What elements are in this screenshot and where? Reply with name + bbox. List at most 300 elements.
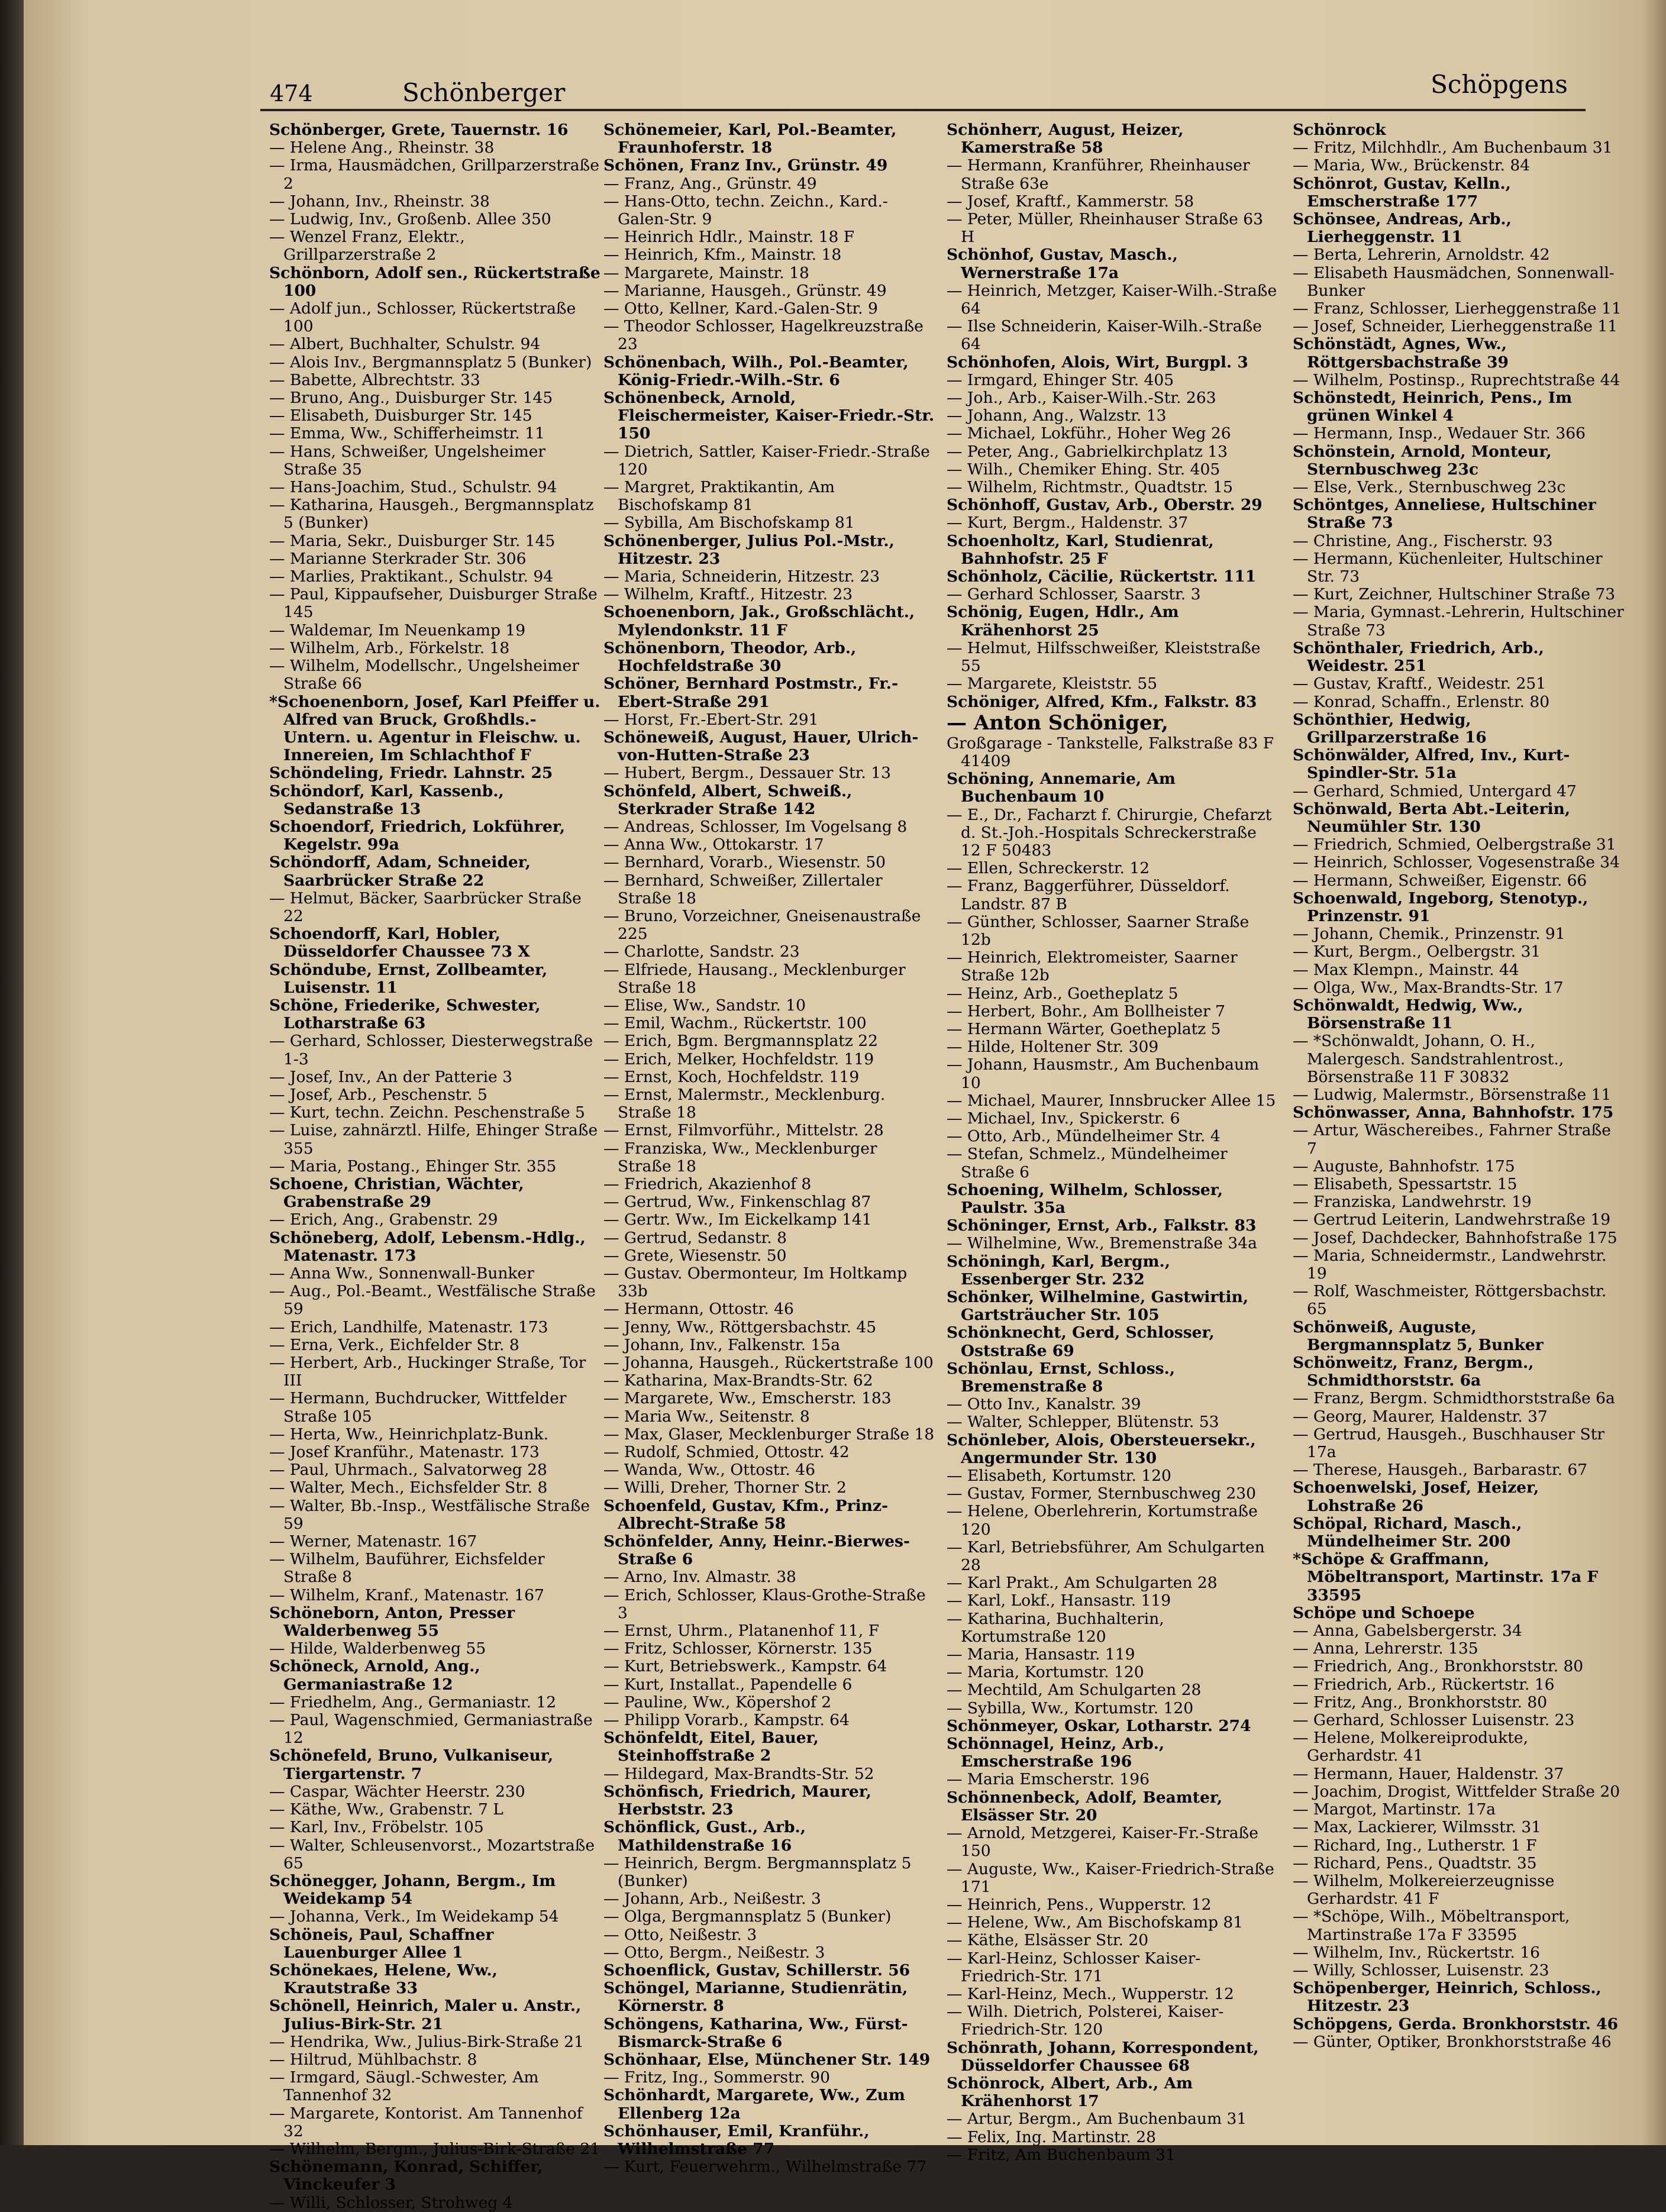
directory-entry: Schöpenberger, Heinrich, Schloss., Hitzestr. 23 <box>1293 1979 1602 2016</box>
directory-entry: — Wilhelm, Postinsp., Ruprechtstraße 44 <box>1293 370 1620 389</box>
directory-entry: — Hermann, Schweißer, Eigenstr. 66 <box>1293 871 1587 890</box>
directory-entry: — Helmut, Hilfsschweißer, Kleiststraße 55 <box>947 638 1261 676</box>
directory-entry: Schönholz, Cäcilie, Rückertstr. 111 <box>947 567 1257 586</box>
directory-entry: — Fritz, Ang., Bronkhorststr. 80 <box>1293 1693 1548 1712</box>
directory-entry: Schönekaes, Helene, Ww., Krautstraße 33 <box>269 1961 498 1998</box>
directory-entry: — Elisabeth, Duisburger Str. 145 <box>269 406 532 425</box>
directory-entry: Schönhauser, Emil, Kranführ., Wilhelmstraße 77 <box>603 2121 870 2158</box>
directory-entry: — Ernst, Koch, Hochfeldstr. 119 <box>603 1067 860 1086</box>
directory-entry: — Wilhelm, Bauführer, Eichsfelder Straße 8 <box>269 1550 545 1587</box>
directory-entry: — Hiltrud, Mühlbachstr. 8 <box>269 2050 477 2069</box>
directory-entry: — Charlotte, Sandstr. 23 <box>603 942 800 961</box>
directory-entry: — Erich, Landhilfe, Matenastr. 173 <box>269 1317 548 1336</box>
directory-entry: — Mechtild, Am Schulgarten 28 <box>947 1681 1202 1700</box>
directory-entry: — Horst, Fr.-Ebert-Str. 291 <box>603 710 819 729</box>
directory-entry: — Ellen, Schreckerstr. 12 <box>947 859 1150 878</box>
directory-entry: Schöntges, Anneliese, Hultschiner Straße 73 <box>1293 496 1596 532</box>
directory-entry: — Hans, Schweißer, Ungelsheimer Straße 35 <box>269 442 546 479</box>
directory-entry: — Josef, Kraftf., Kammerstr. 58 <box>947 192 1194 211</box>
column-4 <box>1293 121 1624 2127</box>
directory-entry: Schoening, Wilhelm, Schlosser, Paulstr. 35a <box>947 1180 1223 1217</box>
directory-entry: — Walter, Bb.-Insp., Westfälische Straße 59 <box>269 1496 590 1533</box>
directory-entry: — Theodor Schlosser, Hagelkreuzstraße 23 <box>603 317 924 354</box>
directory-entry: — Max, Lackierer, Wilmsstr. 31 <box>1293 1818 1542 1837</box>
directory-entry: — Peter, Müller, Rheinhauser Straße 63 H <box>947 210 1263 247</box>
directory-entry: Schönweitz, Franz, Bergm., Schmidthorststr. 6a <box>1293 1354 1534 1390</box>
directory-entry: — Fritz, Schlosser, Körnerstr. 135 <box>603 1639 873 1658</box>
directory-entry: — *Schöpe, Wilh., Möbeltransport, Martinstraße 17a F 33595 <box>1293 1907 1570 1944</box>
directory-entry: — Hermann, Insp., Wedauer Str. 366 <box>1293 424 1586 443</box>
directory-entry: — Otto, Neißestr. 3 <box>603 1925 757 1944</box>
directory-entry: Schöndeling, Friedr. Lahnstr. 25 <box>269 764 553 783</box>
directory-entry: Schönrock <box>1293 121 1386 139</box>
column-1 <box>269 121 600 2212</box>
directory-entry: — Helene, Ww., Am Bischofskamp 81 <box>947 1913 1244 1932</box>
directory-entry: — Margret, Praktikantin, Am Bischofskamp 81 <box>603 478 835 515</box>
directory-entry: — Otto, Arb., Mündelheimer Str. 4 <box>947 1127 1221 1146</box>
directory-entry: — Otto Inv., Kanalstr. 39 <box>947 1395 1141 1414</box>
directory-entry: — Wanda, Ww., Ottostr. 46 <box>603 1461 815 1480</box>
directory-entry: — Erich, Schlosser, Klaus-Grothe-Straße 3 <box>603 1585 926 1622</box>
directory-entry: — Wilhelm, Richtmstr., Quadtstr. 15 <box>947 478 1234 497</box>
directory-entry: Schönwasser, Anna, Bahnhofstr. 175 <box>1293 1103 1614 1122</box>
directory-entry: — Friedhelm, Ang., Germaniastr. 12 <box>269 1693 557 1712</box>
directory-entry: — Grete, Wiesenstr. 50 <box>603 1246 787 1265</box>
directory-entry: Schöngel, Marianne, Studienrätin, Körnerstr. 8 <box>603 1979 908 2016</box>
directory-entry: — Otto, Bergm., Neißestr. 3 <box>603 1943 825 1962</box>
directory-entry: — Josef, Arb., Peschenstr. 5 <box>269 1085 487 1104</box>
directory-entry: — Wilhelm, Kraftf., Hitzestr. 23 <box>603 585 853 604</box>
directory-entry: Schönherr, August, Heizer, Kamerstraße 58 <box>947 121 1184 157</box>
directory-entry: — Ilse Schneiderin, Kaiser-Wilh.-Straße 64 <box>947 317 1262 354</box>
directory-entry: — Erich, Ang., Grabenstr. 29 <box>269 1210 498 1229</box>
directory-entry: — Heinrich, Pens., Wupperstr. 12 <box>947 1895 1212 1914</box>
directory-entry: — Kurt, Installat., Papendelle 6 <box>603 1675 853 1694</box>
directory-entry: — Max, Glaser, Mecklenburger Straße 18 <box>603 1425 935 1444</box>
directory-entry: — Wilhelm, Inv., Rückertstr. 16 <box>1293 1943 1540 1962</box>
directory-entry: Schönrock, Albert, Arb., Am Krähenhorst 17 <box>947 2074 1193 2111</box>
directory-entry: — Fritz, Milchhdlr., Am Buchenbaum 31 <box>1293 138 1613 157</box>
directory-entry: Schönhoff, Gustav, Arb., Oberstr. 29 <box>947 496 1263 515</box>
directory-entry: Schönemann, Konrad, Schiffer, Vinckeufer 3 <box>269 2158 543 2194</box>
directory-entry: — Maria, Ww., Brückenstr. 84 <box>1293 156 1531 175</box>
directory-entry: Schöneberg, Adolf, Lebensm.-Hdlg., Matenastr. 173 <box>269 1228 586 1265</box>
directory-entry: Schöneborn, Anton, Presser Walderbenweg 55 <box>269 1603 515 1641</box>
directory-entry: Schönnenbeck, Adolf, Beamter, Elsässer Str. 20 <box>947 1788 1223 1825</box>
directory-entry: — Wilh. Dietrich, Polsterei, Kaiser-Friedrich-Str. 120 <box>947 2003 1224 2039</box>
directory-entry: Schoenholtz, Karl, Studienrat, Bahnhofstr. 25 F <box>947 531 1214 568</box>
directory-entry: — Helene, Molkereiprodukte, Gerhardstr. 41 <box>1293 1729 1529 1765</box>
directory-entry: — Otto, Kellner, Kard.-Galen-Str. 9 <box>603 299 878 318</box>
directory-entry: — Franziska, Ww., Mecklenburger Straße 18 <box>603 1139 877 1176</box>
directory-entry: Schönhardt, Margarete, Ww., Zum Ellenberg 12a <box>603 2086 905 2123</box>
directory-entry: Schoenwald, Ingeborg, Stenotyp., Prinzenstr. 91 <box>1293 889 1588 925</box>
directory-entry: — Gustav, Former, Sternbuschweg 230 <box>947 1484 1256 1503</box>
directory-entry: — Kurt, Bergm., Oelbergstr. 31 <box>1293 942 1541 961</box>
directory-entry: Schönthaler, Friedrich, Arb., Weidestr. 251 <box>1293 638 1544 676</box>
directory-entry: — Anna Ww., Sonnenwall-Bunker <box>269 1264 534 1283</box>
directory-entry: Schoene, Christian, Wächter, Grabenstraße 29 <box>269 1174 524 1212</box>
directory-entry: — Michael, Maurer, Innsbrucker Allee 15 <box>947 1091 1276 1110</box>
directory-entry: — Hilde, Holtener Str. 309 <box>947 1038 1159 1057</box>
directory-entry: — Wilhelm, Arb., Förkelstr. 18 <box>269 638 510 657</box>
directory-entry: — Anna, Gabelsbergerstr. 34 <box>1293 1622 1522 1641</box>
directory-entry: — Johann, Ang., Walzstr. 13 <box>947 406 1167 425</box>
directory-entry: — Ludwig, Inv., Großenb. Allee 350 <box>269 210 551 229</box>
directory-entry: — Hendrika, Ww., Julius-Birk-Straße 21 <box>269 2032 584 2051</box>
directory-entry: Schoendorff, Karl, Hobler, Düsseldorfer Chaussee 73 X <box>269 925 530 961</box>
directory-entry: Schönstädt, Agnes, Ww., Röttgersbachstraße 39 <box>1293 335 1509 372</box>
advertisement-heading: — Anton Schöniger, <box>947 711 1168 735</box>
directory-entry: — Herta, Ww., Heinrichplatz-Bunk. <box>269 1425 549 1444</box>
directory-entry: Schönhaar, Else, Münchener Str. 149 <box>603 2050 931 2069</box>
directory-entry: Großgarage - Tankstelle, Falkstraße 83 F 41409 <box>947 734 1274 770</box>
directory-entry: — Günter, Optiker, Bronkhorststraße 46 <box>1293 2032 1612 2051</box>
directory-entry: — Margarete, Kontorist. Am Tannenhof 32 <box>269 2104 583 2140</box>
directory-entry: — Auguste, Bahnhofstr. 175 <box>1293 1157 1515 1176</box>
directory-entry: — Emil, Wachm., Rückertstr. 100 <box>603 1014 867 1033</box>
directory-entry: — Auguste, Ww., Kaiser-Friedrich-Straße 171 <box>947 1859 1274 1896</box>
directory-entry: — Werner, Matenastr. 167 <box>269 1532 477 1551</box>
directory-entry: — Wilhelm, Modellschr., Ungelsheimer Straße 66 <box>269 657 579 693</box>
directory-entry: — Artur, Wäschereibes., Fahrner Straße 7 <box>1293 1121 1611 1158</box>
directory-entry: — Franziska, Landwehrstr. 19 <box>1293 1193 1532 1212</box>
directory-entry: — Johanna, Hausgeh., Rückertstraße 100 <box>603 1354 934 1373</box>
directory-entry: Schönenbeck, Arnold, Fleischermeister, Kaiser-Friedr.-Str. 150 <box>603 389 935 443</box>
directory-entry: — Joachim, Drogist, Wittfelder Straße 20 <box>1293 1782 1620 1801</box>
directory-entry: — Josef, Schneider, Lierheggenstraße 11 <box>1293 317 1618 336</box>
directory-entry: — Margot, Martinstr. 17a <box>1293 1800 1496 1819</box>
directory-entry: Schönwaldt, Hedwig, Ww., Börsenstraße 11 <box>1293 996 1523 1033</box>
directory-entry: — Gertr. Ww., Im Eickelkamp 141 <box>603 1210 872 1229</box>
directory-entry: — Katharina, Buchhalterin, Kortumstraße 120 <box>947 1609 1164 1646</box>
directory-entry: Schönnagel, Heinz, Arb., Emscherstraße 196 <box>947 1735 1165 1771</box>
directory-entry: Schönsee, Andreas, Arb., Lierheggenstr. 11 <box>1293 210 1512 247</box>
directory-entry: — Hermann, Hauer, Haldenstr. 37 <box>1293 1764 1564 1783</box>
directory-entry: — Fritz, Am Buchenbaum 31 <box>947 2145 1176 2164</box>
directory-entry: — Anna, Lehrerstr. 135 <box>1293 1639 1478 1658</box>
directory-entry: — Rudolf, Schmied, Ottostr. 42 <box>603 1443 850 1462</box>
directory-entry: — Elise, Ww., Sandstr. 10 <box>603 996 806 1015</box>
directory-entry: — Hans-Joachim, Stud., Schulstr. 94 <box>269 478 557 497</box>
directory-entry: Schönthier, Hedwig, Grillparzerstraße 16 <box>1293 710 1487 747</box>
directory-entry: — Christine, Ang., Fischerstr. 93 <box>1293 531 1553 550</box>
directory-entry: — Konrad, Schaffn., Erlenstr. 80 <box>1293 692 1550 711</box>
directory-entry: — Franz, Bergm. Schmidthorststraße 6a <box>1293 1389 1615 1408</box>
directory-entry: — Max Klempn., Mainstr. 44 <box>1293 960 1519 979</box>
directory-entry: — Sybilla, Am Bischofskamp 81 <box>603 514 855 532</box>
directory-entry: — Elisabeth Hausmädchen, Sonnenwall-Bunker <box>1293 263 1615 300</box>
directory-entry: — Kurt, Feuerwehrm., Wilhelmstraße 77 <box>603 2158 927 2177</box>
directory-entry: — Hermann, Kranführer, Rheinhauser Straße 63e <box>947 156 1250 193</box>
directory-entry: — Caspar, Wächter Heerstr. 230 <box>269 1782 525 1801</box>
directory-entry: — Willi, Dreher, Thorner Str. 2 <box>603 1478 847 1497</box>
directory-entry: — Wilhelm, Bergm., Julius-Birk-Straße 21 <box>269 2139 600 2158</box>
directory-entry: — Hubert, Bergm., Dessauer Str. 13 <box>603 764 891 783</box>
directory-entry: — Maria, Sekr., Duisburger Str. 145 <box>269 531 556 550</box>
directory-entry: Schönfeld, Albert, Schweiß., Sterkrader Straße 142 <box>603 782 853 818</box>
directory-entry: — Bernhard, Vorarb., Wiesenstr. 50 <box>603 853 886 872</box>
directory-entry: — Johann, Hausmstr., Am Buchenbaum 10 <box>947 1055 1260 1092</box>
directory-entry: — Friedrich, Arb., Rückertstr. 16 <box>1293 1675 1555 1694</box>
directory-entry: — Willi, Schlosser, Strohweg 4 <box>269 2193 513 2212</box>
directory-entry: — Waldemar, Im Neuenkamp 19 <box>269 621 526 640</box>
directory-entry: Schönknecht, Gerd, Schlosser, Oststraße 69 <box>947 1323 1215 1360</box>
directory-entry: Schöndorf, Karl, Kassenb., Sedanstraße 13 <box>269 782 504 818</box>
directory-entry: Schoenflick, Gustav, Schillerstr. 56 <box>603 1961 911 1980</box>
directory-entry: — Maria, Hansastr. 119 <box>947 1645 1135 1664</box>
directory-entry: — Alois Inv., Bergmannsplatz 5 (Bunker) <box>269 353 592 372</box>
directory-entry: — Richard, Ing., Lutherstr. 1 F <box>1293 1836 1537 1855</box>
directory-entry: — Marlies, Praktikant., Schulstr. 94 <box>269 567 554 586</box>
directory-entry: — Maria Emscherstr. 196 <box>947 1770 1150 1789</box>
directory-entry: — Karl-Heinz, Mech., Wupperstr. 12 <box>947 1984 1234 2003</box>
directory-entry: — Karl, Betriebsführer, Am Schulgarten 28 <box>947 1538 1265 1575</box>
directory-entry: — Paul, Uhrmach., Salvatorweg 28 <box>269 1461 547 1480</box>
directory-entry: — Adolf jun., Schlosser, Rückertstraße 100 <box>269 299 576 336</box>
directory-entry: — Johann, Chemik., Prinzenstr. 91 <box>1293 925 1565 944</box>
directory-entry: — Franz, Baggerführer, Düsseldorf. Landstr. 87 B <box>947 877 1230 913</box>
directory-entry: — Karl, Inv., Fröbelstr. 105 <box>269 1818 484 1837</box>
directory-entry: — Helene, Oberlehrerin, Kortumstraße 120 <box>947 1502 1258 1539</box>
directory-entry: *Schoenenborn, Josef, Karl Pfeiffer u. Alfred van Bruck, Großhdls.-Untern. u. Agentur in Fleischw. u. Innereien, Im Schlachthof F <box>269 692 600 765</box>
directory-entry: *Schöpe & Graffmann, Möbeltransport, Martinstr. 17a F 33595 <box>1293 1550 1599 1604</box>
directory-entry: Schöningh, Karl, Bergm., Essenberger Str. 232 <box>947 1252 1170 1289</box>
directory-entry: — Franz, Ang., Grünstr. 49 <box>603 174 817 193</box>
directory-entry: — Willy, Schlosser, Luisenstr. 23 <box>1293 1961 1549 1980</box>
page-edge-shadow <box>1642 0 1666 2145</box>
directory-entry: — Josef, Dachdecker, Bahnhofstraße 175 <box>1293 1228 1617 1247</box>
page-number: 474 <box>270 80 313 106</box>
directory-entry: Schönstedt, Heinrich, Pens., Im grünen Winkel 4 <box>1293 389 1573 425</box>
directory-entry: — Erich, Bgm. Bergmannsplatz 22 <box>603 1032 879 1051</box>
directory-entry: — Herbert, Arb., Huckinger Straße, Tor III <box>269 1354 586 1390</box>
directory-entry: — Franz, Schlosser, Lierheggenstraße 11 <box>1293 299 1622 318</box>
directory-entry: — Josef Kranführ., Matenastr. 173 <box>269 1443 540 1462</box>
directory-entry: — Michael, Lokführ., Hoher Weg 26 <box>947 424 1231 443</box>
directory-entry: — Andreas, Schlosser, Im Vogelsang 8 <box>603 817 908 836</box>
directory-entry: — Albert, Buchhalter, Schulstr. 94 <box>269 335 541 354</box>
directory-entry: — Erich, Melker, Hochfeldstr. 119 <box>603 1050 874 1068</box>
directory-entry: — Gerhard Schlosser, Saarstr. 3 <box>947 585 1201 604</box>
directory-entry: — Heinrich Hdlr., Mainstr. 18 F <box>603 228 855 247</box>
directory-entry: — Margarete, Kleiststr. 55 <box>947 674 1158 693</box>
directory-entry: — Karl Prakt., Am Schulgarten 28 <box>947 1574 1218 1593</box>
directory-entry: — Johanna, Verk., Im Weidekamp 54 <box>269 1907 559 1926</box>
directory-entry: — Hans-Otto, techn. Zeichn., Kard.-Galen-Str. 9 <box>603 192 888 229</box>
directory-entry: — *Schönwaldt, Johann, O. H., Malergesch. Sandstrahlentrost., Börsenstraße 11 F 30832 <box>1293 1032 1564 1086</box>
directory-entry: Schönen, Franz Inv., Grünstr. 49 <box>603 156 888 175</box>
directory-entry: — Margarete, Mainstr. 18 <box>603 263 809 282</box>
directory-entry: Schönborn, Adolf sen., Rückertstraße 100 <box>269 263 600 300</box>
directory-entry: Schönmeyer, Oskar, Lotharstr. 274 <box>947 1716 1251 1735</box>
header-right-name: Schöpgens <box>1431 70 1568 99</box>
directory-entry: — Heinrich, Elektromeister, Saarner Straße 12b <box>947 948 1238 985</box>
directory-entry: Schönlau, Ernst, Schloss., Bremenstraße 8 <box>947 1359 1176 1396</box>
directory-entry: — Gerhard, Schlosser Luisenstr. 23 <box>1293 1711 1575 1730</box>
directory-entry: — Olga, Bergmannsplatz 5 (Bunker) <box>603 1907 892 1926</box>
directory-entry: — Heinrich, Kfm., Mainstr. 18 <box>603 246 842 264</box>
directory-entry: — Katharina, Hausgeh., Bergmannsplatz 5 (Bunker) <box>269 496 594 532</box>
directory-entry: — Karl-Heinz, Schlosser Kaiser-Friedrich-Str. 171 <box>947 1949 1201 1985</box>
directory-entry: — Kurt, Bergm., Haldenstr. 37 <box>947 514 1189 532</box>
directory-entry: Schönwälder, Alfred, Inv., Kurt-Spindler-Str. 51a <box>1293 746 1570 783</box>
directory-entry: Schönegger, Johann, Bergm., Im Weidekamp 54 <box>269 1871 556 1909</box>
directory-entry: — Hermann, Küchenleiter, Hultschiner Str. 73 <box>1293 549 1603 586</box>
directory-entry: — Helene Ang., Rheinstr. 38 <box>269 138 495 157</box>
directory-entry: — Kurt, techn. Zeichn. Peschenstraße 5 <box>269 1103 585 1122</box>
directory-entry: Schöpe und Schoepe <box>1293 1603 1475 1622</box>
directory-entry: — Therese, Hausgeh., Barbarastr. 67 <box>1293 1461 1588 1480</box>
directory-entry: Schönwald, Berta Abt.-Leiterin, Neumühler Str. 130 <box>1293 799 1571 836</box>
directory-entry: Schöngens, Katharina, Ww., Fürst-Bismarck-Straße 6 <box>603 2014 908 2051</box>
directory-entry: — Maria, Schneidermstr., Landwehrstr. 19 <box>1293 1246 1607 1283</box>
directory-entry: — Wilhelmine, Ww., Bremenstraße 34a <box>947 1234 1257 1253</box>
directory-entry: Schönhof, Gustav, Masch., Wernerstraße 17a <box>947 246 1178 282</box>
directory-entry: Schönhofen, Alois, Wirt, Burgpl. 3 <box>947 353 1248 372</box>
directory-entry: — Heinrich, Bergm. Bergmannsplatz 5 (Bunker) <box>603 1853 912 1890</box>
directory-entry: — Else, Verk., Sternbuschweg 23c <box>1293 478 1566 497</box>
directory-entry: — Artur, Bergm., Am Buchenbaum 31 <box>947 2110 1247 2129</box>
directory-entry: — Walter, Mech., Eichsfelder Str. 8 <box>269 1478 548 1497</box>
directory-entry: — Friedrich, Schmied, Oelbergstraße 31 <box>1293 835 1616 854</box>
directory-entry: Schöndube, Ernst, Zollbeamter, Luisenstr. 11 <box>269 960 548 997</box>
directory-entry: — Marianne Sterkrader Str. 306 <box>269 549 527 568</box>
directory-entry: — Hermann, Buchdrucker, Wittfelder Straße 105 <box>269 1389 567 1426</box>
directory-entry: — Helmut, Bäcker, Saarbrücker Straße 22 <box>269 889 582 925</box>
directory-entry: — Pauline, Ww., Köpershof 2 <box>603 1693 832 1712</box>
directory-entry: — Arno, Inv. Almastr. 38 <box>603 1568 796 1587</box>
column-2 <box>603 121 935 2177</box>
directory-entry: — Friedrich, Ang., Bronkhorststr. 80 <box>1293 1657 1584 1676</box>
directory-entry: — Michael, Inv., Spickerstr. 6 <box>947 1109 1180 1128</box>
directory-entry: — Heinz, Arb., Goetheplatz 5 <box>947 984 1179 1003</box>
column-3 <box>947 121 1278 2164</box>
directory-entry: — Katharina, Max-Brandts-Str. 62 <box>603 1371 873 1390</box>
directory-entry: — Gustav. Obermonteur, Im Holtkamp 33b <box>603 1264 908 1301</box>
directory-entry: — Rolf, Waschmeister, Röttgersbachstr. 65 <box>1293 1282 1607 1319</box>
directory-entry: Schönemeier, Karl, Pol.-Beamter, Fraunhoferstr. 18 <box>603 121 897 157</box>
directory-entry: Schöninger, Ernst, Arb., Falkstr. 83 <box>947 1216 1257 1235</box>
directory-entry: — Ernst, Filmvorführ., Mittelstr. 28 <box>603 1121 884 1140</box>
directory-entry: — Joh., Arb., Kaiser-Wilh.-Str. 263 <box>947 389 1216 408</box>
directory-entry: Schoenwelski, Josef, Heizer, Lohstraße 26 <box>1293 1478 1539 1515</box>
directory-entry: — Gertrud, Hausgeh., Buschhauser Str 17a <box>1293 1425 1605 1462</box>
directory-entry: — Kurt, Zeichner, Hultschiner Straße 73 <box>1293 585 1616 604</box>
directory-entry: Schönleber, Alois, Obersteuersekr., Angermunder Str. 130 <box>947 1430 1256 1467</box>
directory-entry: — Wilhelm, Kranf., Matenastr. 167 <box>269 1585 544 1604</box>
directory-entry: — Karl, Lokf., Hansastr. 119 <box>947 1591 1171 1610</box>
directory-entry: Schoenfeld, Gustav, Kfm., Prinz-Albrecht-Straße 58 <box>603 1496 888 1533</box>
directory-entry: — Kurt, Betriebswerk., Kampstr. 64 <box>603 1657 887 1676</box>
directory-entry: — Hermann, Ottostr. 46 <box>603 1300 794 1319</box>
directory-entry: Schönstein, Arnold, Monteur, Sternbuschweg 23c <box>1293 442 1552 479</box>
directory-entry: — Gertrud, Ww., Finkenschlag 87 <box>603 1193 871 1212</box>
directory-entry: — Johann, Arb., Neißestr. 3 <box>603 1890 821 1909</box>
directory-entry: — Maria, Gymnast.-Lehrerin, Hultschiner Straße 73 <box>1293 603 1624 640</box>
directory-entry: — Felix, Ing. Martinstr. 28 <box>947 2127 1156 2146</box>
directory-entry: — Bernhard, Schweißer, Zillertaler Straße 18 <box>603 871 883 908</box>
directory-entry: — Arnold, Metzgerei, Kaiser-Fr.-Straße 150 <box>947 1824 1258 1861</box>
directory-entry: Schönefeld, Bruno, Vulkaniseur, Tiergartenstr. 7 <box>269 1746 554 1783</box>
directory-entry: — Stefan, Schmelz., Mündelheimer Straße 6 <box>947 1145 1228 1181</box>
directory-entry: Schönenberger, Julius Pol.-Mstr., Hitzestr. 23 <box>603 531 895 568</box>
directory-entry: — Anna Ww., Ottokarstr. 17 <box>603 835 824 854</box>
directory-entry: — Wilh., Chemiker Ehing. Str. 405 <box>947 460 1221 479</box>
directory-entry: — Walter, Schlepper, Blütenstr. 53 <box>947 1413 1219 1432</box>
directory-entry: — Georg, Maurer, Haldenstr. 37 <box>1293 1407 1548 1426</box>
directory-entry: — Philipp Vorarb., Kampstr. 64 <box>603 1711 850 1730</box>
directory-entry: Schönrot, Gustav, Kelln., Emscherstraße 177 <box>1293 174 1511 211</box>
directory-entry: — Elisabeth, Kortumstr. 120 <box>947 1467 1171 1486</box>
directory-entry: — Gerhard, Schlosser, Diesterwegstraße 1-3 <box>269 1032 593 1068</box>
directory-entry: — Maria Ww., Seitenstr. 8 <box>603 1407 810 1426</box>
directory-entry: Schönker, Wilhelmine, Gastwirtin, Gartsträucher Str. 105 <box>947 1288 1249 1325</box>
directory-entry: Schönfelder, Anny, Heinr.-Bierwes-Straße 6 <box>603 1532 910 1569</box>
directory-entry: — Josef, Inv., An der Patterie 3 <box>269 1067 513 1086</box>
directory-entry: — Herbert, Bohr., Am Bollheister 7 <box>947 1002 1225 1021</box>
directory-entry: — Paul, Kippaufseher, Duisburger Straße 145 <box>269 585 598 622</box>
directory-entry: — Bruno, Vorzeichner, Gneisenaustraße 225 <box>603 906 921 944</box>
directory-entry: — Johann, Inv., Rheinstr. 38 <box>269 192 490 211</box>
directory-entry: Schöner, Bernhard Postmstr., Fr.-Ebert-Straße 291 <box>603 674 899 711</box>
directory-entry: — Maria, Postang., Ehinger Str. 355 <box>269 1157 557 1176</box>
directory-entry: — Luise, zahnärztl. Hilfe, Ehinger Straße 355 <box>269 1121 598 1158</box>
directory-entry: — Elisabeth, Spessartstr. 15 <box>1293 1174 1518 1193</box>
directory-entry: Schöneck, Arnold, Ang., Germaniastraße 12 <box>269 1657 480 1694</box>
directory-entry: — Jenny, Ww., Röttgersbachstr. 45 <box>603 1317 877 1336</box>
directory-entry: Schöning, Annemarie, Am Buchenbaum 10 <box>947 770 1176 806</box>
directory-entry: — Erna, Verk., Eichfelder Str. 8 <box>269 1335 519 1354</box>
directory-entry: — Günther, Schlosser, Saarner Straße 12b <box>947 912 1250 949</box>
directory-entry: Schönfisch, Friedrich, Maurer, Herbststr. 23 <box>603 1782 872 1819</box>
directory-entry: — Elfriede, Hausang., Mecklenburger Straße 18 <box>603 960 906 997</box>
directory-entry: — Wenzel Franz, Elektr., Grillparzerstraße 2 <box>269 228 465 264</box>
directory-entry: — Emma, Ww., Schifferheimstr. 11 <box>269 424 545 443</box>
directory-entry: Schönenborn, Theodor, Arb., Hochfeldstraße 30 <box>603 638 857 676</box>
directory-entry: — Marianne, Hausgeh., Grünstr. 49 <box>603 281 887 300</box>
directory-entry: — Wilhelm, Molkereierzeugnisse Gerhardstr. 41 F <box>1293 1871 1555 1909</box>
directory-entry: Schöneweiß, August, Hauer, Ulrich-von-Hutten-Straße 23 <box>603 728 919 765</box>
directory-entry: — Friedrich, Akazienhof 8 <box>603 1174 812 1193</box>
page-header <box>243 70 1586 111</box>
directory-entry: — Paul, Wagenschmied, Germaniastraße 12 <box>269 1711 593 1748</box>
directory-entry: — Irmgard, Säugl.-Schwester, Am Tannenhof 32 <box>269 2068 539 2105</box>
directory-entry: — Sybilla, Ww., Kortumstr. 120 <box>947 1698 1194 1717</box>
header-left-name: Schönberger <box>402 78 566 107</box>
directory-entry: — Heinrich, Metzger, Kaiser-Wilh.-Straße 64 <box>947 281 1277 318</box>
directory-entry: — Käthe, Ww., Grabenstr. 7 L <box>269 1800 503 1819</box>
directory-entry: — Walter, Schleusenvorst., Mozartstraße 65 <box>269 1836 595 1872</box>
directory-entry: — Irma, Hausmädchen, Grillparzerstraße 2 <box>269 156 599 193</box>
directory-entry: Schöndorff, Adam, Schneider, Saarbrücker Straße 22 <box>269 853 531 890</box>
directory-entry: Schöpgens, Gerda. Bronkhorststr. 46 <box>1293 2014 1619 2033</box>
directory-entry: — Fritz, Ing., Sommerstr. 90 <box>603 2068 830 2087</box>
directory-entry: — Hermann Wärter, Goetheplatz 5 <box>947 1019 1221 1038</box>
directory-entry: Schönell, Heinrich, Maler u. Anstr., Julius-Birk-Str. 21 <box>269 1997 582 2033</box>
directory-entry: — Gustav, Kraftf., Weidestr. 251 <box>1293 674 1546 693</box>
directory-entry: — Ludwig, Malermstr., Börsenstraße 11 <box>1293 1085 1612 1104</box>
directory-entry: Schönig, Eugen, Hdlr., Am Krähenhorst 25 <box>947 603 1179 640</box>
directory-entry: — Peter, Ang., Gabrielkirchplatz 13 <box>947 442 1228 461</box>
directory-entry: — Aug., Pol.-Beamt., Westfälische Straße 59 <box>269 1282 596 1319</box>
directory-entry: Schoendorf, Friedrich, Lokführer, Kegelstr. 99a <box>269 817 566 854</box>
directory-entry: Schöpal, Richard, Masch., Mündelheimer Str. 200 <box>1293 1514 1522 1551</box>
directory-entry: — Olga, Ww., Max-Brandts-Str. 17 <box>1293 978 1564 997</box>
directory-entry: Schöne, Friederike, Schwester, Lotharstraße 63 <box>269 996 541 1033</box>
header-rule <box>260 109 1586 111</box>
directory-entry: Schönenbach, Wilh., Pol.-Beamter, König-Friedr.-Wilh.-Str. 6 <box>603 353 909 389</box>
